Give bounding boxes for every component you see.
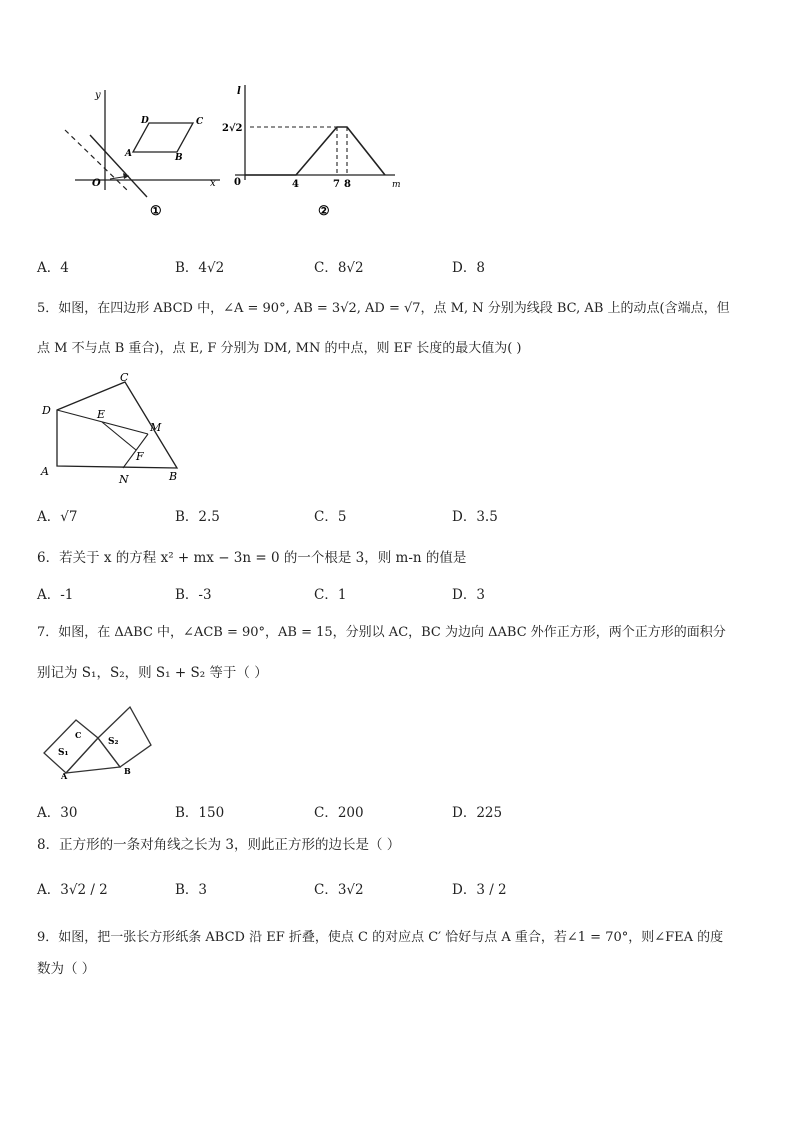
q5-fig-f: F: [136, 450, 144, 463]
q5-option-b[interactable]: [175, 505, 220, 525]
q5-fig-a: A: [41, 465, 49, 478]
fig2-x-label: m: [392, 180, 401, 190]
q6-option-b[interactable]: [175, 583, 212, 603]
q7-option-d[interactable]: [452, 801, 502, 821]
q6-option-d-value: 3: [476, 587, 485, 603]
q4-figure-1: [55, 80, 235, 220]
fig2-origin: 0: [234, 177, 241, 188]
q7-option-c-value: 200: [337, 805, 364, 821]
q6-option-c-letter: C．: [314, 587, 338, 603]
q5-fig-c: C: [120, 371, 129, 384]
q9-stem-line1: 9．如图，把一张长方形纸条 ABCD 沿 EF 折叠，使点 C 的对应点 C′ 恰好与点 A 重合，若∠1 = 70°，则∠FEA 的度: [37, 930, 724, 945]
q4-option-c[interactable]: [314, 256, 364, 276]
q6-option-c-value: 1: [337, 587, 347, 603]
q5-option-d-letter: D．: [452, 509, 477, 525]
q5-fig-e: E: [97, 408, 106, 421]
q5-fig-b: B: [169, 470, 178, 483]
q8-option-c-value: 3√2: [337, 882, 364, 898]
fig1-point-a: A: [125, 149, 132, 159]
q5-option-b-letter: B．: [175, 509, 199, 525]
q7-stem-line1: 7．如图，在 ΔABC 中，∠ACB = 90°，AB = 15，分别以 AC，BC 为边向 ΔABC 外作正方形，两个正方形的面积分: [37, 625, 726, 640]
q7-fig-b: B: [124, 766, 131, 776]
fig1-point-c: C: [196, 117, 204, 127]
q8-option-b[interactable]: [175, 878, 207, 898]
q4-option-b-letter: B．: [175, 260, 199, 276]
fig1-origin-label: O: [92, 178, 101, 189]
q5-option-d[interactable]: [452, 505, 498, 525]
fig2-y-tick: 2√2: [222, 123, 243, 134]
q6-option-b-letter: B．: [175, 587, 199, 603]
q4-option-d-letter: D．: [452, 260, 477, 276]
fig2-x-tick-8: 8: [344, 179, 351, 190]
q8-stem: 8．正方形的一条对角线之长为 3，则此正方形的边长是（ ）: [37, 837, 401, 853]
q8-option-a[interactable]: [37, 878, 108, 898]
q6-stem: 6．若关于 x 的方程 x² + mx − 3n = 0 的一个根是 3，则 m-n 的值是: [37, 550, 467, 566]
q6-option-b-value: -3: [198, 587, 212, 603]
q7-figure: [38, 700, 158, 780]
q7-option-b[interactable]: [175, 801, 224, 821]
fig1-point-d: D: [141, 116, 149, 126]
q8-option-a-letter: A．: [37, 882, 61, 898]
q7-option-c[interactable]: [314, 801, 364, 821]
q7-fig-a: A: [61, 771, 68, 780]
q9-stem-line2: 数为（ ）: [37, 961, 96, 977]
q6-option-a-letter: A．: [37, 587, 61, 603]
q7-stem-line2: 别记为 S₁，S₂，则 S₁ + S₂ 等于（ ）: [37, 665, 268, 681]
q5-fig-n: N: [119, 473, 129, 486]
q5-fig-d: D: [42, 404, 51, 417]
q7-option-c-letter: C．: [314, 805, 338, 821]
fig1-point-b: B: [175, 153, 183, 163]
q5-stem-line2: 点 M 不与点 B 重合)，点 E, F 分别为 DM, MN 的中点，则 EF 长度的最大值为( ): [37, 341, 522, 356]
q4-option-d[interactable]: [452, 256, 485, 276]
q8-option-b-letter: B．: [175, 882, 199, 898]
q8-option-d-letter: D．: [452, 882, 477, 898]
q4-figure-2: [220, 80, 410, 220]
q4-option-c-letter: C．: [314, 260, 338, 276]
q6-option-a[interactable]: [37, 583, 73, 603]
fig2-y-label: l: [237, 86, 241, 97]
q4-option-a[interactable]: [37, 256, 69, 276]
q7-option-a-value: 30: [60, 805, 78, 821]
q4-option-b[interactable]: [175, 256, 224, 276]
q7-option-a[interactable]: [37, 801, 77, 821]
q8-option-c-letter: C．: [314, 882, 338, 898]
q8-option-d-value: 3 / 2: [476, 882, 507, 898]
q7-fig-c: C: [75, 730, 82, 740]
q6-option-c[interactable]: [314, 583, 346, 603]
fig1-x-label: x: [210, 178, 216, 189]
q4-option-a-value: 4: [60, 260, 69, 276]
q5-figure: [35, 370, 195, 490]
q7-option-b-letter: B．: [175, 805, 199, 821]
q5-option-c-value: 5: [337, 509, 347, 525]
q5-option-b-value: 2.5: [198, 509, 220, 525]
q6-option-a-value: -1: [60, 587, 74, 603]
q7-option-a-letter: A．: [37, 805, 61, 821]
q8-option-c[interactable]: [314, 878, 364, 898]
q4-option-a-letter: A．: [37, 260, 61, 276]
fig1-y-label: y: [95, 90, 101, 101]
q7-fig-s2: S₂: [108, 737, 119, 747]
q7-option-d-value: 225: [476, 805, 503, 821]
q6-option-d[interactable]: [452, 583, 485, 603]
q5-option-a[interactable]: [37, 505, 77, 525]
q5-fig-m: M: [150, 421, 162, 434]
q4-option-c-value: 8√2: [337, 260, 364, 276]
q4-option-b-value: 4√2: [198, 260, 225, 276]
q5-option-a-letter: A．: [37, 509, 61, 525]
q4-option-d-value: 8: [476, 260, 485, 276]
q5-option-c-letter: C．: [314, 509, 338, 525]
q6-option-d-letter: D．: [452, 587, 477, 603]
q8-option-a-value: 3√2 / 2: [60, 882, 108, 898]
fig1-caption: ①: [150, 204, 162, 219]
fig2-x-tick-4: 4: [292, 179, 299, 190]
fig2-caption: ②: [318, 204, 330, 219]
fig2-x-tick-7: 7: [333, 179, 340, 190]
q5-option-a-value: √7: [60, 509, 78, 525]
q5-option-d-value: 3.5: [476, 509, 498, 525]
q8-option-b-value: 3: [198, 882, 208, 898]
q7-option-d-letter: D．: [452, 805, 477, 821]
q7-fig-s1: S₁: [58, 748, 69, 758]
q8-option-d[interactable]: [452, 878, 507, 898]
q7-option-b-value: 150: [198, 805, 225, 821]
q5-stem-line1: 5．如图，在四边形 ABCD 中，∠A = 90°, AB = 3√2, AD = √7，点 M, N 分别为线段 BC, AB 上的动点(含端点，但: [37, 301, 730, 316]
q5-option-c[interactable]: [314, 505, 346, 525]
